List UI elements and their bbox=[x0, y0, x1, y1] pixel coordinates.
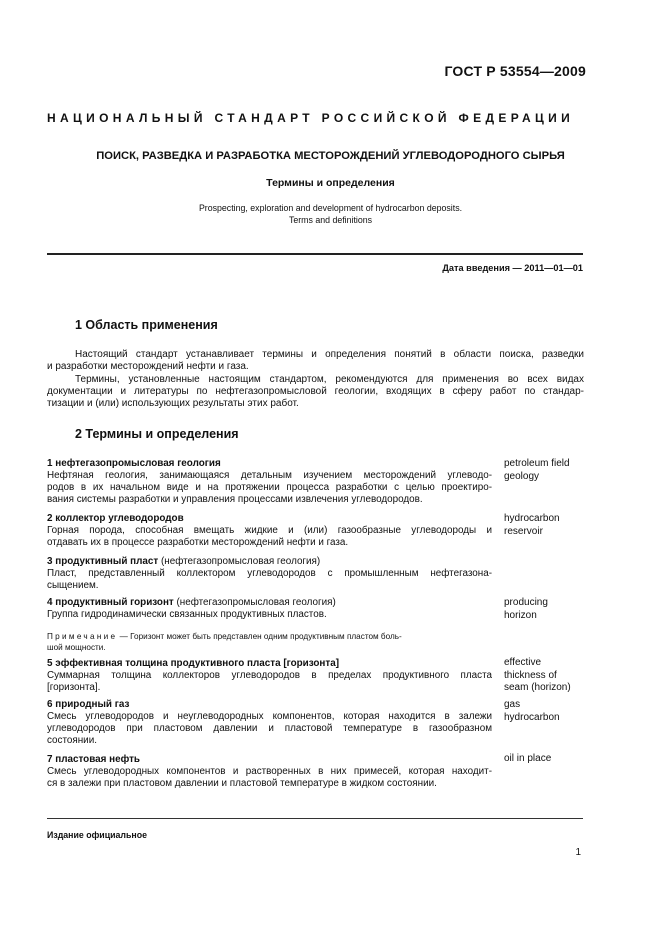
term-entry-3 bbox=[47, 556, 492, 592]
term-title: 4 продуктивный горизонт bbox=[47, 597, 174, 608]
term-english-4 bbox=[504, 597, 594, 622]
document-code: ГОСТ Р 53554—2009 bbox=[444, 63, 586, 79]
term-title: 7 пластовая нефть bbox=[47, 754, 141, 765]
note bbox=[47, 631, 584, 653]
term-definition-line: родов в их начальном виде и на протяжении процесса разработки с целью проектиро- bbox=[47, 482, 492, 493]
term-definition-line: Нефтяная геология, занимающаяся детальным изучением месторождений углеводо- bbox=[47, 470, 492, 481]
term-definition-line: Горная порода, способная вмещать жидкие и (или) газообразные углеводороды и bbox=[47, 525, 492, 536]
term-definition-line: [горизонта]. bbox=[47, 682, 101, 693]
term-entry-2 bbox=[47, 513, 492, 549]
term-title: 1 нефтегазопромысловая геология bbox=[47, 458, 221, 469]
english-title-line: Prospecting, exploration and development of hydrocarbon deposits. bbox=[198, 203, 463, 213]
english-term-line: oil in place bbox=[504, 753, 552, 764]
term-title: 2 коллектор углеводородов bbox=[47, 513, 184, 524]
term-english-2 bbox=[504, 513, 594, 538]
section-1-paragraph-1 bbox=[47, 349, 584, 373]
term-title: 5 эффективная толщина продуктивного пласта [горизонта] bbox=[47, 658, 340, 669]
term-qualifier: (нефтегазопромысловая геология) bbox=[158, 556, 321, 567]
note-text-continued: шой мощности. bbox=[47, 643, 106, 652]
english-term-line: producing bbox=[504, 597, 548, 608]
term-definition-line: углеводородов при пластовом давлении и пластовой температуре в газообразном bbox=[47, 723, 492, 734]
term-title: 3 продуктивный пласт bbox=[47, 556, 159, 567]
english-term-line: geology bbox=[504, 470, 540, 482]
section-1-paragraph-2 bbox=[47, 374, 584, 410]
term-title: 6 природный газ bbox=[47, 699, 130, 710]
term-definition-line: Пласт, представленный коллектором углеводородов с промышленным нефтегазона- bbox=[47, 568, 492, 579]
national-standard-heading: НАЦИОНАЛЬНЫЙ СТАНДАРТ РОССИЙСКОЙ ФЕДЕРАЦИИ bbox=[47, 111, 575, 125]
english-term-line: hydrocarbon bbox=[504, 711, 560, 723]
term-definition-line: отдавать их в процессе разработки месторождений нефти и газа. bbox=[47, 537, 349, 548]
note-text: — Горизонт может быть представлен одним продуктивным пластом боль- bbox=[117, 632, 402, 641]
section-1-heading: 1 Область применения bbox=[75, 318, 218, 332]
english-term-line: thickness of bbox=[504, 669, 557, 681]
header-divider bbox=[47, 253, 583, 255]
english-term-line: seam (horizon) bbox=[504, 682, 571, 694]
term-entry-6 bbox=[47, 699, 492, 747]
document-title: ПОИСК, РАЗВЕДКА И РАЗРАБОТКА МЕСТОРОЖДЕНИЙ УГЛЕВОДОРОДНОГО СЫРЬЯ bbox=[96, 150, 565, 162]
term-english-5 bbox=[504, 657, 594, 695]
english-term-line: hydrocarbon bbox=[504, 513, 560, 524]
term-entry-4 bbox=[47, 597, 492, 621]
paragraph-line: Настоящий стандарт устанавливает термины и определения понятий в области поиска, разведки bbox=[75, 349, 584, 360]
introduction-date: Дата введения — 2011—01—01 bbox=[442, 263, 583, 273]
english-term-line: gas bbox=[504, 699, 521, 710]
term-english-7 bbox=[504, 753, 594, 766]
paragraph-line: тизации и (или) использующих результаты этих работ. bbox=[47, 398, 299, 409]
term-definition-line: Суммарная толщина коллекторов углеводородов в пределах продуктивного пласта bbox=[47, 670, 492, 681]
english-term-line: effective bbox=[504, 657, 542, 668]
term-definition-line: Группа гидродинамически связанных продуктивных пластов. bbox=[47, 609, 327, 620]
term-definition-line: ся в залежи при пластовом давлении и пластовой температуре в жидком состоянии. bbox=[47, 778, 437, 789]
english-term-line: reservoir bbox=[504, 525, 543, 537]
paragraph-line: документации и литературы по нефтегазопромысловой геологии, входящих в сферу работ по стандар- bbox=[47, 386, 584, 397]
term-definition-line: Смесь углеводородных компонентов и растворенных в них примесей, которая находит- bbox=[47, 766, 492, 777]
section-2-heading: 2 Термины и определения bbox=[75, 427, 239, 441]
note-label: Примечание bbox=[47, 632, 118, 641]
term-definition-line: вания системы разработки и управления процессами извлечения углеводородов. bbox=[47, 494, 423, 505]
term-entry-5 bbox=[47, 658, 492, 694]
official-edition-label: Издание официальное bbox=[47, 830, 147, 840]
term-definition-line: сыщением. bbox=[47, 580, 99, 591]
term-english-6 bbox=[504, 699, 594, 724]
english-term-line: horizon bbox=[504, 609, 537, 621]
document-subtitle: Термины и определения bbox=[266, 177, 395, 189]
english-term-line: petroleum field bbox=[504, 458, 570, 469]
paragraph-line: Термины, установленные настоящим стандартом, рекомендуются для применения во всех видах bbox=[75, 374, 584, 385]
term-entry-7 bbox=[47, 754, 492, 790]
paragraph-line: и разработки месторождений нефти и газа. bbox=[47, 361, 249, 372]
term-english-1 bbox=[504, 458, 594, 483]
english-subtitle-line: Terms and definitions bbox=[288, 215, 373, 225]
term-definition-line: состоянии. bbox=[47, 735, 97, 746]
page-number: 1 bbox=[575, 847, 581, 858]
term-entry-1 bbox=[47, 458, 492, 506]
term-qualifier: (нефтегазопромысловая геология) bbox=[173, 597, 336, 608]
term-definition-line: Смесь углеводородов и неуглеводородных компонентов, которая находится в залежи bbox=[47, 711, 492, 722]
footer-divider bbox=[47, 818, 583, 819]
